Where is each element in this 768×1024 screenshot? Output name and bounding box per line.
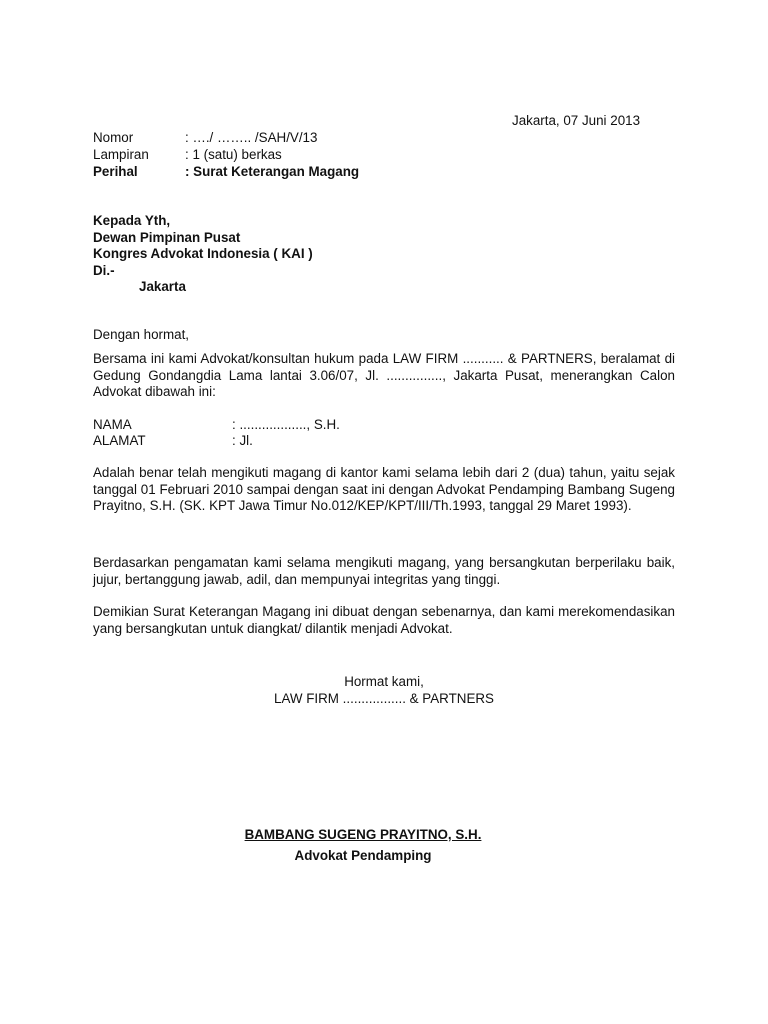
paragraph-assessment: Berdasarkan pengamatan kami selama mengikuti magang, yang bersangkutan berperilaku baik, jujur, bertanggung jawab, adil, dan mempunyai integritas yang tinggi.	[93, 555, 675, 587]
signer-name: BAMBANG SUGENG PRAYITNO, S.H.	[244, 827, 482, 842]
closing-firm: LAW FIRM ................. & PARTNERS	[274, 690, 494, 706]
paragraph-recommendation: Demikian Surat Keterangan Magang ini dibuat dengan sebenarnya, dan kami merekomendasikan yang bersangkutan untuk diangkat/ dilantik menjadi Advokat.	[93, 604, 675, 636]
nama-label: NAMA	[93, 417, 132, 432]
recipient-line: Dewan Pimpinan Pusat	[93, 229, 241, 245]
recipient-line: Di.-	[93, 262, 115, 278]
recipient-block	[93, 213, 313, 296]
alamat-label: ALAMAT	[93, 433, 146, 448]
recipient-line: Kongres Advokat Indonesia ( KAI )	[93, 246, 313, 261]
date-line: Jakarta, 07 Juni 2013	[512, 113, 641, 128]
paragraph-introduction: Bersama ini kami Advokat/konsultan hukum pada LAW FIRM ........... & PARTNERS, beralamat di Gedung Gondangdia Lama lantai 3.06/07, Jl. ..............., Jakarta Pusat, menerangkan Calon Advokat dibawah ini:	[93, 351, 675, 399]
recipient-city: Jakarta	[139, 279, 186, 294]
paragraph-statement: Adalah benar telah mengikuti magang di kantor kami selama lebih dari 2 (dua) tahun, yaitu sejak tanggal 01 Februari 2010 sampai dengan saat ini dengan Advokat Pendamping Bambang Sugeng Prayitno, S.H. (SK. KPT Jawa Timur No.012/KEP/KPT/III/Th.1993, tanggal 29 Maret 1993).	[93, 465, 675, 513]
perihal-value: : Surat Keterangan Magang	[185, 164, 360, 179]
lampiran-value: : 1 (satu) berkas	[185, 147, 282, 162]
salutation: Dengan hormat,	[93, 327, 190, 342]
perihal-label: Perihal	[93, 164, 138, 179]
signature-block	[0, 824, 726, 866]
nomor-value: : …./ …….. /SAH/V/13	[185, 130, 318, 145]
recipient-line: Kepada Yth,	[93, 213, 171, 228]
alamat-value: : Jl.	[232, 433, 253, 448]
lampiran-label: Lampiran	[93, 147, 149, 162]
signer-title: Advokat Pendamping	[294, 848, 432, 863]
nama-value: : .................., S.H.	[232, 417, 340, 432]
closing-block	[0, 674, 768, 707]
closing-greeting: Hormat kami,	[344, 674, 424, 689]
nomor-label: Nomor	[93, 130, 134, 145]
